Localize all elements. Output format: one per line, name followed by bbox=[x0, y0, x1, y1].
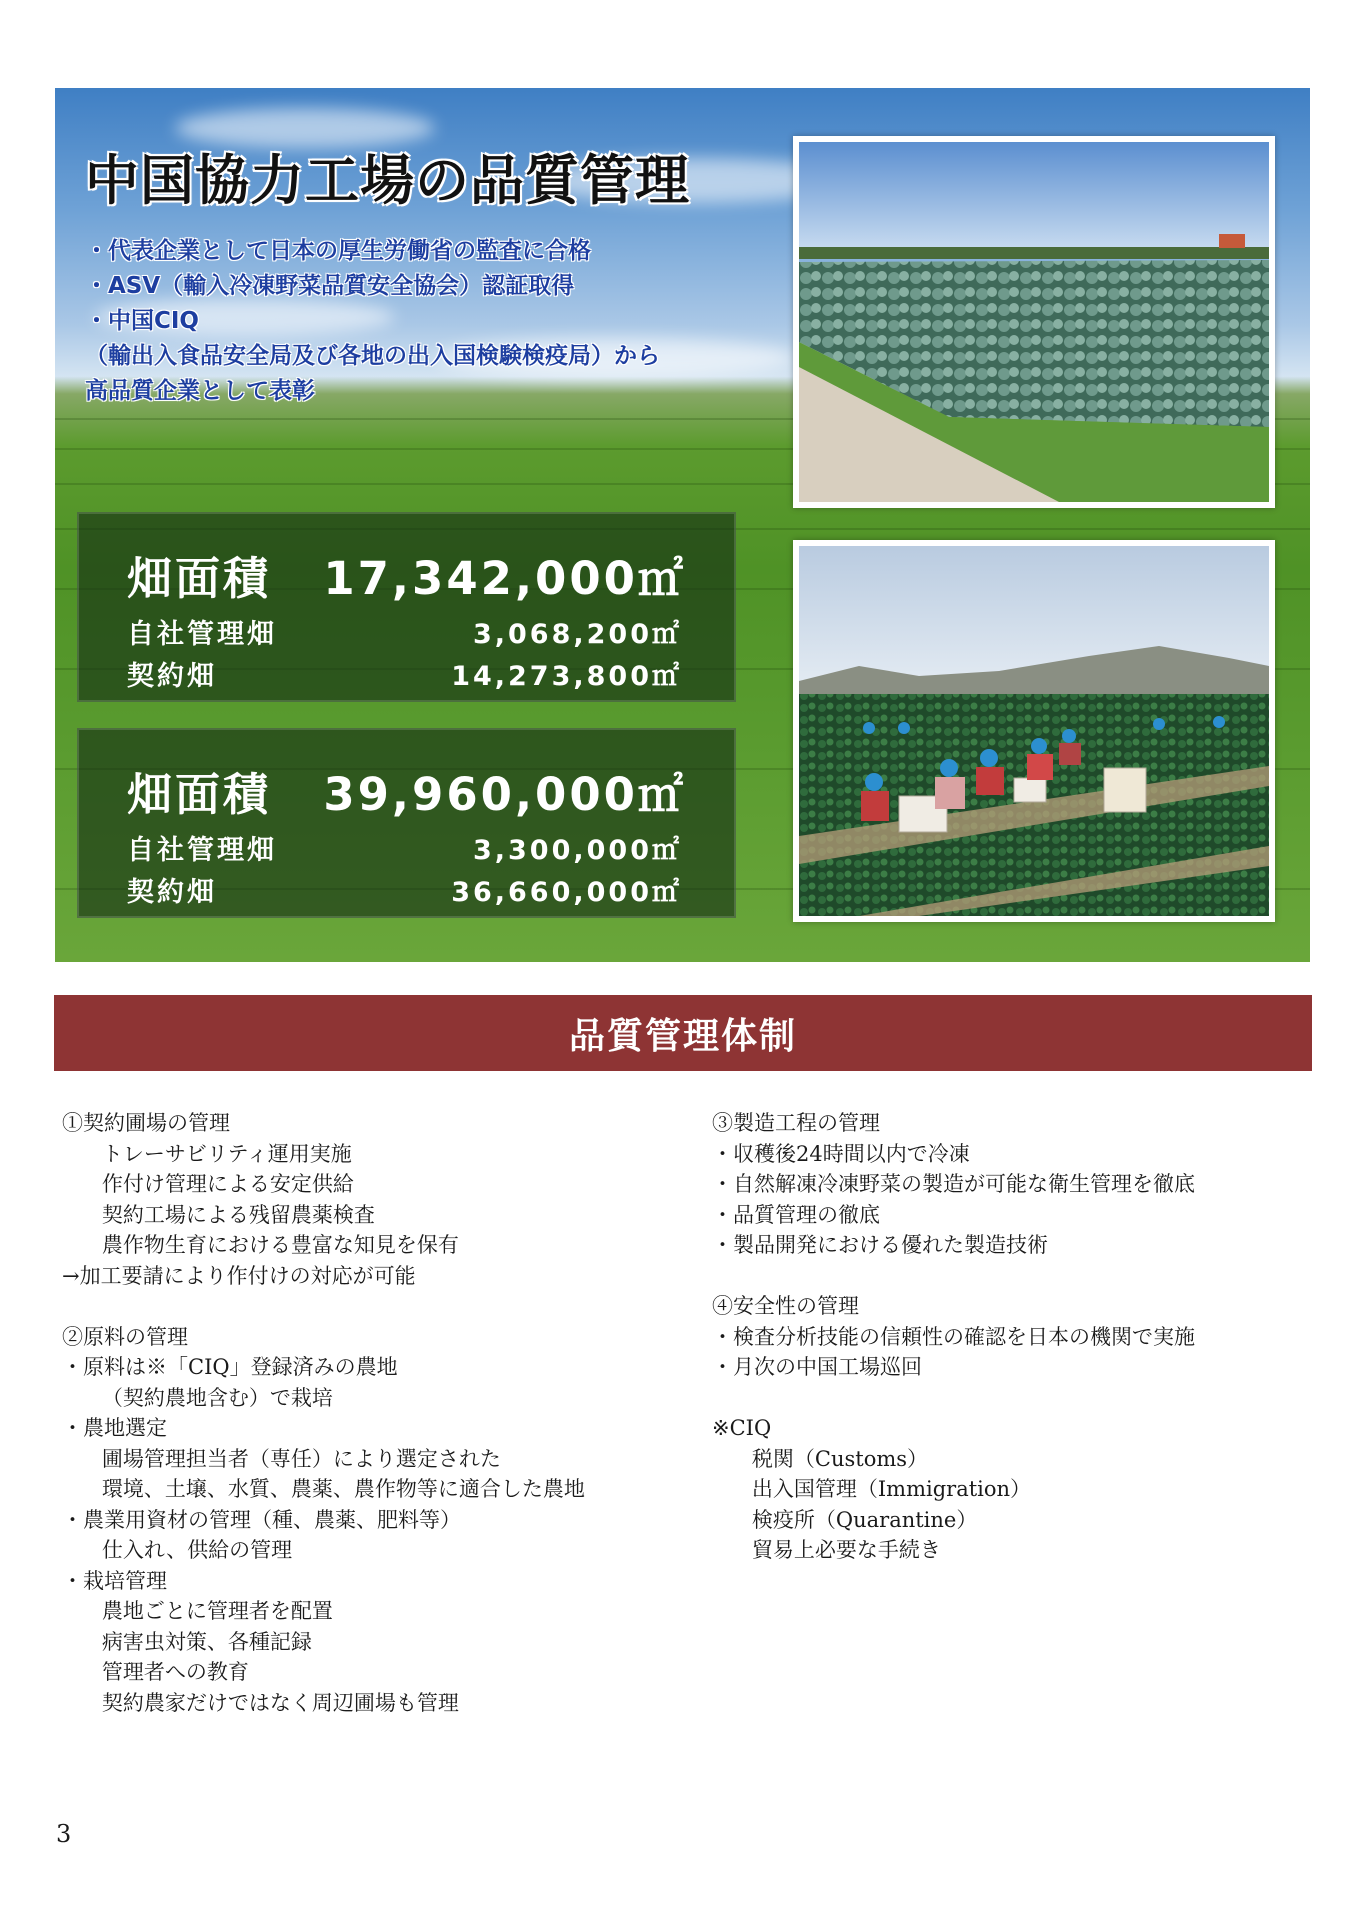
stat-row-value: 3,068,200㎡ bbox=[472, 619, 682, 650]
text-line: 病害虫対策、各種記録 bbox=[101, 1629, 312, 1654]
text-line: 作付け管理による安定供給 bbox=[101, 1172, 354, 1196]
text-line: ・収穫後24時間以内で冷凍 bbox=[712, 1141, 970, 1166]
text-line: ・原料は※「CIQ」登録済みの農地 bbox=[62, 1355, 398, 1379]
spacer bbox=[712, 1383, 1312, 1414]
text-line: 仕入れ、供給の管理 bbox=[101, 1538, 293, 1562]
stat-main-label: 畑面積 bbox=[127, 552, 272, 605]
right-column bbox=[712, 1108, 1312, 1566]
text-line: ・製品開発における優れた製造技術 bbox=[712, 1233, 1048, 1257]
section-title: 品質管理体制 bbox=[568, 1015, 797, 1057]
spacer bbox=[712, 1261, 1312, 1292]
hero-banner bbox=[55, 88, 1310, 962]
stat-row-label: 契約畑 bbox=[127, 877, 217, 908]
page-number: 3 bbox=[56, 1820, 72, 1848]
text-line: ・月次の中国工場巡回 bbox=[712, 1355, 922, 1379]
text-line: →加工要請により作付けの対応が可能 bbox=[62, 1263, 416, 1288]
hero-point: ・ASV（輸入冷凍野菜品質安全協会）認証取得 bbox=[85, 273, 575, 299]
harvest-workers-photo bbox=[793, 540, 1275, 922]
stat-main-value: 17,342,000㎡ bbox=[323, 552, 686, 605]
stat-row-label: 契約畑 bbox=[127, 661, 217, 692]
hero-points bbox=[85, 234, 660, 409]
text-line: ・検査分析技能の信頼性の確認を日本の機関で実施 bbox=[712, 1324, 1195, 1349]
text-line: 農地ごとに管理者を配置 bbox=[101, 1599, 333, 1623]
hero-point: ・中国CIQ bbox=[85, 308, 199, 334]
text-line: 農作物生育における豊富な知見を保有 bbox=[101, 1233, 459, 1257]
text-line: トレーサビリティ運用実施 bbox=[101, 1141, 352, 1166]
hero-point: （輸出入食品安全局及び各地の出入国検験検疫局）から bbox=[85, 343, 660, 369]
text-line: ①契約圃場の管理 bbox=[62, 1111, 230, 1135]
text-line: ・自然解凍冷凍野菜の製造が可能な衛生管理を徹底 bbox=[712, 1172, 1195, 1196]
stat-row-value: 36,660,000㎡ bbox=[451, 877, 682, 908]
hero-point: 高品質企業として表彰 bbox=[85, 378, 315, 404]
field-area-stats-1 bbox=[77, 512, 736, 702]
text-line: ・農地選定 bbox=[62, 1416, 167, 1440]
text-line: 圃場管理担当者（専任）により選定された bbox=[101, 1446, 501, 1471]
hero-point: ・代表企業として日本の厚生労働省の監査に合格 bbox=[85, 238, 591, 264]
stat-row-label: 自社管理畑 bbox=[127, 835, 277, 866]
stat-main-value: 39,960,000㎡ bbox=[323, 768, 686, 821]
text-line: 出入国管理（Immigration） bbox=[751, 1477, 1032, 1501]
text-line: 貿易上必要な手続き bbox=[751, 1538, 941, 1562]
text-line: ③製造工程の管理 bbox=[712, 1111, 880, 1135]
text-line: 契約工場による残留農薬検査 bbox=[101, 1202, 375, 1227]
text-line: ④安全性の管理 bbox=[712, 1294, 859, 1318]
text-line: 契約農家だけではなく周辺圃場も管理 bbox=[101, 1690, 459, 1715]
text-line: 環境、土壌、水質、農薬、農作物等に適合した農地 bbox=[101, 1477, 585, 1501]
section-header bbox=[54, 995, 1312, 1071]
field-area-stats-2 bbox=[77, 728, 736, 918]
hero-title: 中国協力工場の品質管理 bbox=[85, 149, 690, 212]
spacer bbox=[62, 1291, 702, 1322]
text-line: 管理者への教育 bbox=[101, 1660, 249, 1684]
stat-row-label: 自社管理畑 bbox=[127, 619, 277, 650]
text-line: ・農業用資材の管理（種、農薬、肥料等） bbox=[62, 1507, 461, 1532]
text-line: ②原料の管理 bbox=[62, 1324, 188, 1349]
cabbage-field-photo bbox=[793, 136, 1275, 508]
left-column bbox=[62, 1108, 702, 1718]
text-line: （契約農地含む）で栽培 bbox=[101, 1385, 333, 1410]
text-line: 税関（Customs） bbox=[751, 1446, 929, 1471]
stat-row-value: 14,273,800㎡ bbox=[451, 661, 682, 692]
text-line: ※CIQ bbox=[712, 1416, 772, 1440]
text-line: ・栽培管理 bbox=[62, 1568, 167, 1593]
stat-row-value: 3,300,000㎡ bbox=[472, 835, 682, 866]
cloud bbox=[175, 108, 435, 148]
text-line: 検疫所（Quarantine） bbox=[751, 1507, 978, 1532]
stat-main-label: 畑面積 bbox=[127, 768, 272, 821]
text-line: ・品質管理の徹底 bbox=[712, 1202, 880, 1227]
